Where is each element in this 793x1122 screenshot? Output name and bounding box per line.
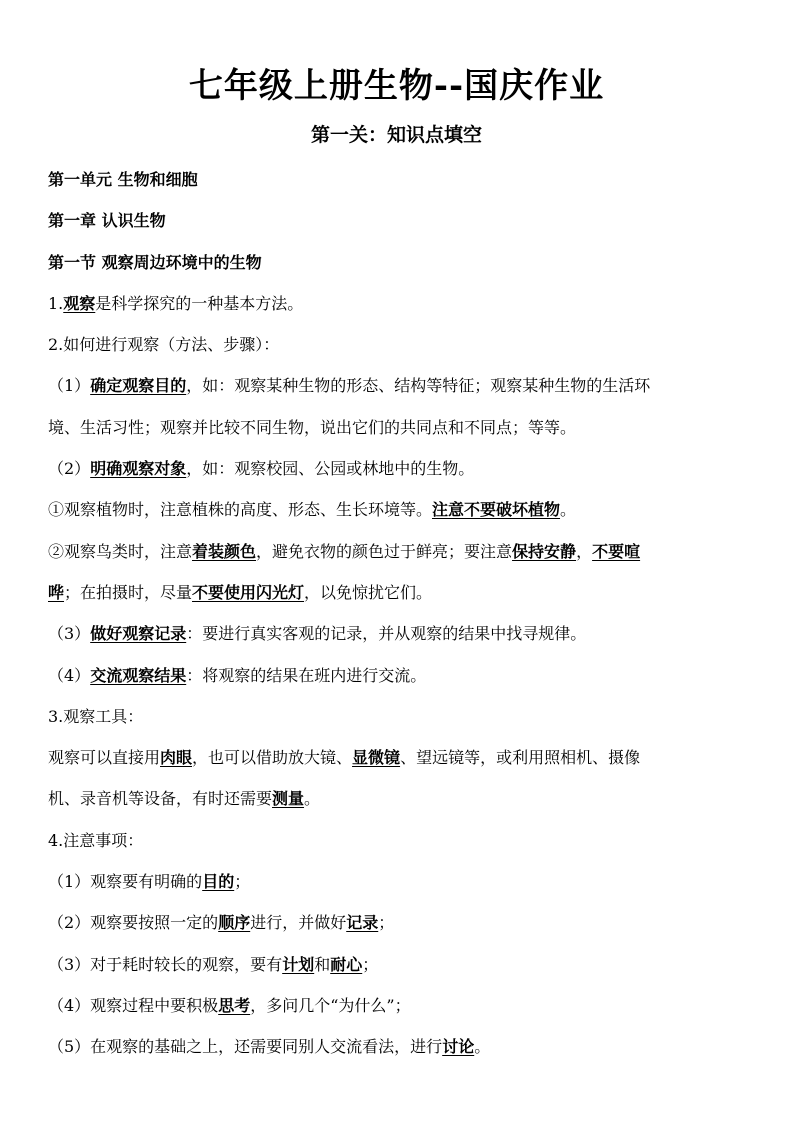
text-segment: （3）对于耗时较长的观察，要有	[48, 954, 283, 974]
text-line	[48, 407, 748, 448]
answer-blank: 不要使用闪光灯	[192, 582, 305, 602]
text-segment: 境、生活习性；观察并比较不同生物，说出它们的共同点和不同点；等等。	[48, 417, 577, 437]
text-segment: ；	[234, 872, 251, 892]
text-line	[48, 902, 748, 943]
answer-blank: 目的	[202, 872, 235, 892]
text-segment: ，多问几个“为什么”；	[250, 995, 411, 1015]
text-segment: ，	[576, 541, 593, 561]
text-line	[48, 489, 748, 530]
text-line	[48, 613, 748, 654]
text-line	[48, 985, 748, 1026]
text-line	[48, 1026, 748, 1067]
unit-heading: 第一单元 生物和细胞	[48, 170, 198, 189]
text-segment: 观察可以直接用	[48, 748, 161, 768]
text-segment: （5）在观察的基础之上，还需要同别人交流看法，进行	[48, 1037, 443, 1057]
text-segment: ①观察植物时，注意植株的高度、形态、生长环境等。	[48, 500, 433, 520]
text-segment: 3.观察工具：	[48, 706, 144, 726]
text-segment: （1）观察要有明确的	[48, 872, 203, 892]
answer-blank: 不要喧	[592, 541, 641, 561]
answer-blank: 注意不要破坏植物	[432, 500, 561, 520]
text-segment: ，避免衣物的颜色过于鲜亮；要注意	[256, 541, 513, 561]
text-line	[48, 696, 748, 737]
text-segment: （2）	[48, 459, 91, 479]
text-segment: （2）观察要按照一定的	[48, 913, 219, 933]
answer-blank: 思考	[218, 995, 251, 1015]
answer-blank: 做好观察记录	[90, 624, 187, 644]
text-line	[48, 324, 748, 365]
text-segment: ，也可以借助放大镜、	[192, 748, 353, 768]
answer-blank: 肉眼	[160, 748, 193, 768]
text-line	[48, 448, 748, 489]
answer-blank: 明确观察对象	[90, 459, 187, 479]
text-segment: 4.注意事项：	[48, 830, 144, 850]
text-segment: 、望远镜等，或利用照相机、摄像	[400, 748, 641, 768]
answer-blank: 顺序	[218, 913, 251, 933]
text-segment: 1.	[48, 293, 64, 313]
text-segment: ；	[378, 913, 395, 933]
answer-blank: 讨论	[442, 1037, 475, 1057]
text-line	[48, 778, 748, 819]
answer-blank: 保持安静	[512, 541, 577, 561]
text-line	[48, 572, 748, 613]
text-segment: 是科学探究的一种基本方法。	[95, 293, 304, 313]
text-segment: 进行，并做好	[250, 913, 347, 933]
text-line	[48, 944, 748, 985]
text-segment: （1）	[48, 376, 91, 396]
answer-blank: 观察	[63, 293, 96, 313]
text-segment: （4）	[48, 665, 91, 685]
page-subtitle: 第一关：知识点填空	[310, 124, 482, 146]
text-segment: （3）	[48, 624, 91, 644]
text-segment: 。	[304, 789, 321, 809]
text-line	[48, 655, 748, 696]
answer-blank: 耐心	[330, 954, 363, 974]
answer-blank: 记录	[346, 913, 379, 933]
text-segment: 。	[560, 500, 577, 520]
chapter-heading: 第一章 认识生物	[48, 211, 166, 231]
text-line	[48, 820, 748, 861]
text-line	[48, 365, 748, 406]
text-segment: 2.如何进行观察（方法、步骤）：	[48, 335, 280, 355]
text-line	[48, 737, 748, 778]
answer-blank: 显微镜	[352, 748, 401, 768]
text-segment: ；	[362, 954, 379, 974]
text-segment: ，如：观察某种生物的形态、结构等特征；观察某种生物的生活环	[186, 376, 651, 396]
answer-blank: 交流观察结果	[90, 665, 187, 685]
text-line	[48, 283, 748, 324]
answer-blank: 计划	[282, 954, 315, 974]
page-title: 七年级上册生物--国庆作业	[188, 66, 605, 106]
text-segment: ，如：观察校园、公园或林地中的生物。	[186, 459, 475, 479]
text-segment: ：要进行真实客观的记录，并从观察的结果中找寻规律。	[186, 624, 587, 644]
document-body	[48, 159, 748, 1068]
text-segment: （4）观察过程中要积极	[48, 995, 219, 1015]
text-segment: 机、录音机等设备，有时还需要	[48, 789, 273, 809]
text-segment: ②观察鸟类时，注意	[48, 541, 193, 561]
text-segment: 和	[314, 954, 331, 974]
answer-blank: 确定观察目的	[90, 376, 187, 396]
text-line	[48, 861, 748, 902]
text-segment: ：将观察的结果在班内进行交流。	[186, 665, 427, 685]
answer-blank: 哗	[48, 582, 65, 602]
text-segment: ；在拍摄时，尽量	[64, 582, 193, 602]
answer-blank: 测量	[272, 789, 305, 809]
knowledge-lines	[48, 283, 748, 1068]
answer-blank: 着装颜色	[192, 541, 257, 561]
section-heading: 第一节 观察周边环境中的生物	[48, 252, 262, 272]
text-line	[48, 531, 748, 572]
text-segment: ，以免惊扰它们。	[304, 582, 433, 602]
text-segment: 。	[474, 1037, 491, 1057]
